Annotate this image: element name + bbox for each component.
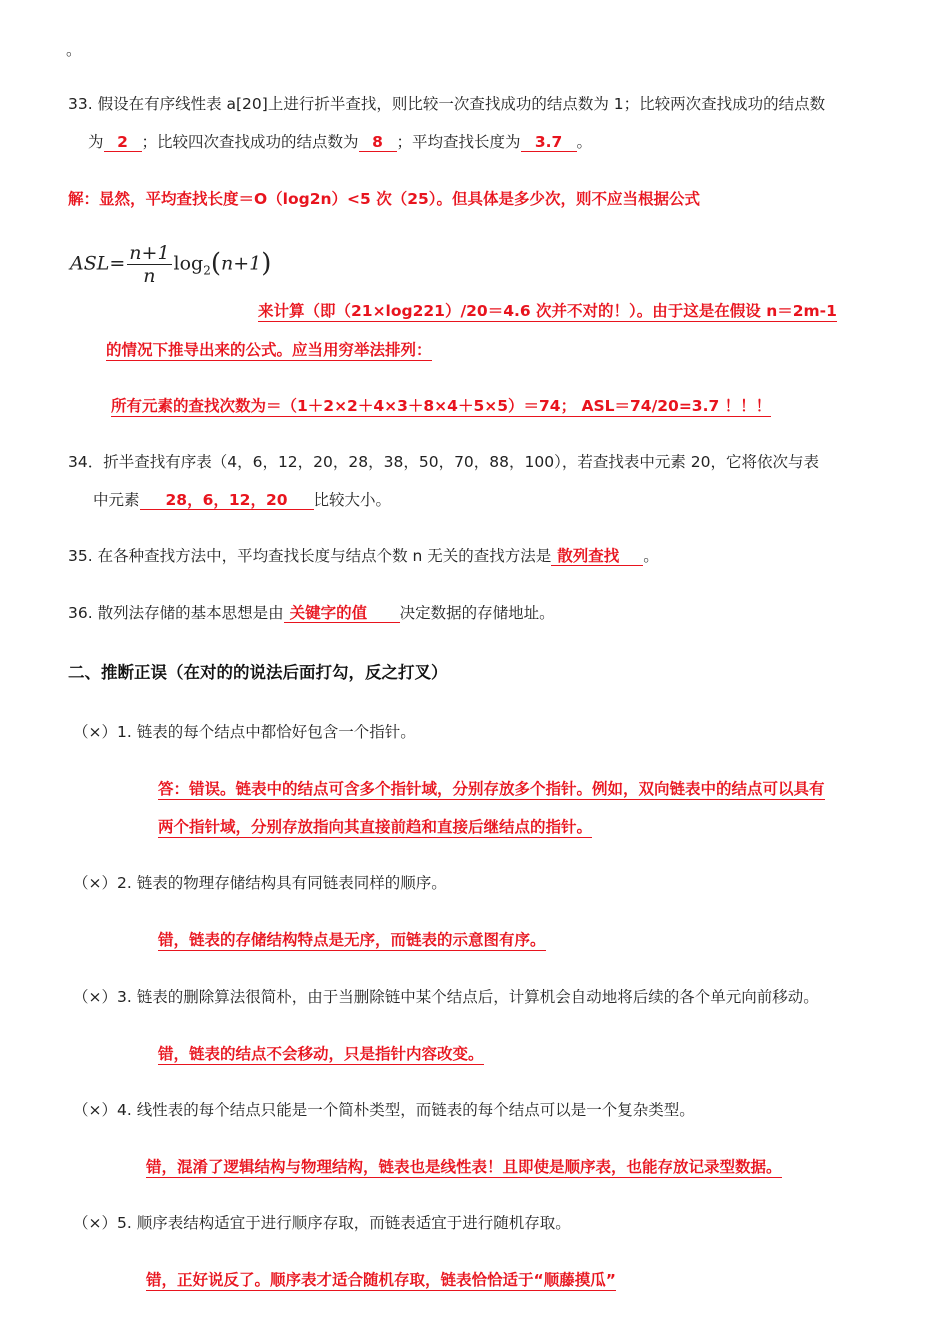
formula-equals: = xyxy=(109,252,126,275)
q34-line2 xyxy=(93,488,391,510)
asl-formula xyxy=(70,242,271,287)
q33-answer-3: 3.7 xyxy=(521,133,577,152)
formula-log: log xyxy=(173,252,204,275)
q33-answer-2: 8 xyxy=(359,133,397,152)
q33-mid2: ；平均查找长度为 xyxy=(396,133,521,151)
q33-end: 。 xyxy=(576,133,593,151)
tf-item-5-question: （×）5. 顺序表结构适宜于进行顺序存取，而链表适宜于进行随机存取。 xyxy=(73,1214,571,1232)
q35-answer: 散列查找 xyxy=(551,547,643,566)
tf-item-3-answer: 错，链表的结点不会移动，只是指针内容改变。 xyxy=(158,1045,484,1063)
formula-argument: n+1 xyxy=(221,252,262,275)
q33-mid1: ；比较四次查找成功的结点数为 xyxy=(141,133,359,151)
q35-post: 。 xyxy=(643,547,659,565)
q35-line xyxy=(68,544,659,566)
formula-denominator: n xyxy=(143,265,156,287)
q33-solution-line4: 所有元素的查找次数为＝（1＋2×2＋4×3＋8×4＋5×5）＝74； ASL＝74/20=3.7 ！！！ xyxy=(111,397,772,415)
tf-item-3-question: （×）3. 链表的删除算法很简朴，由于当删除链中某个结点后，计算机会自动地将后续的各个单元向前移动。 xyxy=(73,988,819,1006)
q33-line1: 33. 假设在有序线性表 a[20]上进行折半查找，则比较一次查找成功的结点数为 1；比较两次查找成功的结点数 xyxy=(68,95,826,113)
q34-line1: 34．折半查找有序表（4，6，12，20，28，38，50，70，88，100），若查找表中元素 20，它将依次与表 xyxy=(68,453,819,471)
tf-item-1-answer-line1: 答：错误。链表中的结点可含多个指针域，分别存放多个指针。例如，双向链表中的结点可以具有 xyxy=(158,780,825,798)
formula-lhs: ASL xyxy=(70,252,110,275)
q36-pre: 36. 散列法存储的基本思想是由 xyxy=(68,604,284,622)
q34-post: 比较大小。 xyxy=(313,491,392,509)
formula-close-paren: ) xyxy=(261,248,272,279)
q33-solution-line3: 的情况下推导出来的公式。应当用穷举法排列： xyxy=(106,341,432,359)
formula-fraction xyxy=(127,242,171,287)
q33-line2 xyxy=(88,130,592,152)
tf-item-4-question: （×）4. 线性表的每个结点只能是一个简朴类型，而链表的每个结点可以是一个复杂类型。 xyxy=(73,1101,695,1119)
q36-answer: 关键字的值 xyxy=(284,604,400,623)
tf-item-2-answer: 错，链表的存储结构特点是无序，而链表的示意图有序。 xyxy=(158,931,546,949)
q33-solution-line1: 解：显然，平均查找长度＝O（log2n）<5 次（25）。但具体是多少次，则不应当根据公式 xyxy=(68,190,701,208)
q35-pre: 35. 在各种查找方法中，平均查找长度与结点个数 n 无关的查找方法是 xyxy=(68,547,552,565)
section2-title: 二、推断正误（在对的的说法后面打勾，反之打叉） xyxy=(68,663,448,682)
tf-item-4-answer: 错，混淆了逻辑结构与物理结构，链表也是线性表！且即使是顺序表，也能存放记录型数据。 xyxy=(146,1158,782,1176)
tf-item-2-question: （×）2. 链表的物理存储结构具有同链表同样的顺序。 xyxy=(73,874,447,892)
q36-post: 决定数据的存储地址。 xyxy=(399,604,555,622)
formula-numerator: n+1 xyxy=(129,242,170,264)
top-punctuation: 。 xyxy=(66,41,82,59)
formula-open-paren: ( xyxy=(210,248,222,279)
q34-pre: 中元素 xyxy=(93,491,140,509)
tf-item-1-question: （×）1. 链表的每个结点中都恰好包含一个指针。 xyxy=(73,723,416,741)
q36-line xyxy=(68,601,555,623)
tf-item-5-answer: 错，正好说反了。顺序表才适合随机存取，链表恰恰适于“顺藤摸瓜” xyxy=(146,1271,616,1289)
formula-log-base: 2 xyxy=(203,263,211,278)
q34-answer: 28，6，12，20 xyxy=(140,491,314,510)
q33-answer-1: 2 xyxy=(104,133,142,152)
q33-pre: 为 xyxy=(88,133,104,151)
tf-item-1-answer-line2: 两个指针域，分别存放指向其直接前趋和直接后继结点的指针。 xyxy=(158,818,593,836)
q33-solution-line2: 来计算（即（21×log221）/20＝4.6 次并不对的！）。由于这是在假设 n＝2m-1 xyxy=(258,302,837,320)
